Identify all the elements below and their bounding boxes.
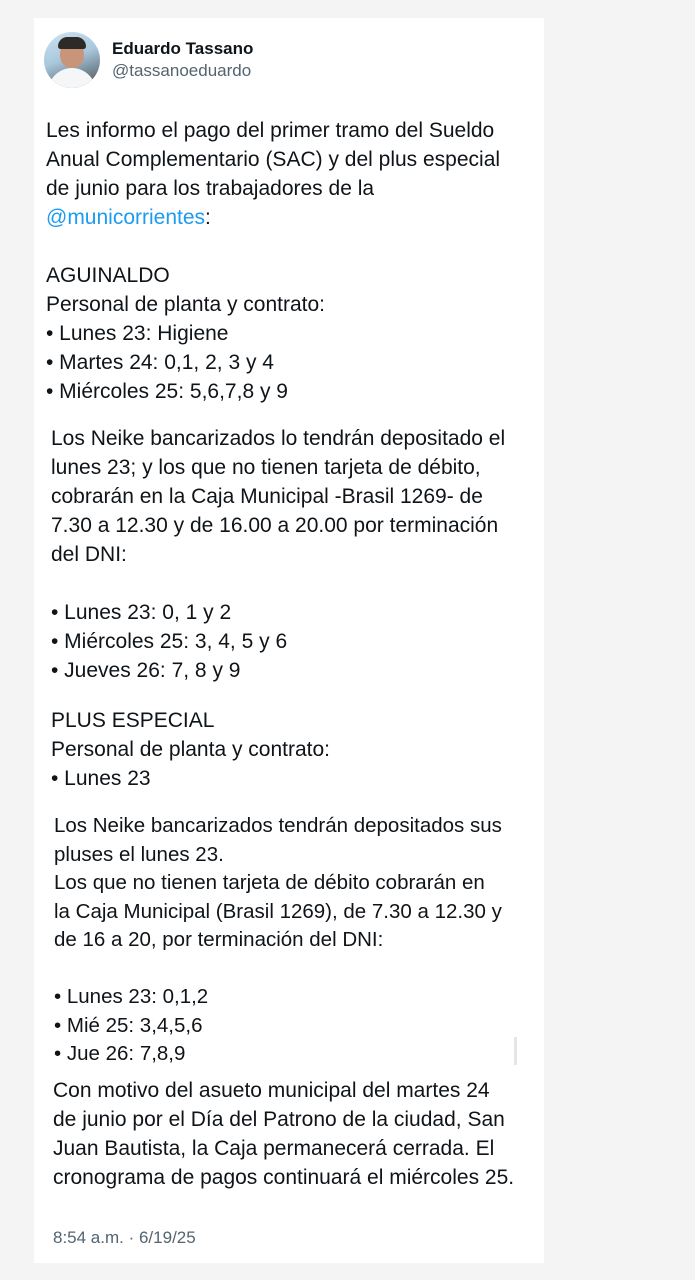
plus-item: • Lunes 23 (51, 767, 151, 790)
neike-plus-block (54, 812, 524, 1069)
spacer (51, 569, 521, 598)
neike-plus-item: • Jue 26: 7,8,9 (54, 1042, 186, 1065)
plus-staff: Personal de planta y contrato: (51, 738, 331, 761)
intro-text: Les informo el pago del primer tramo del Sueldo Anual Complementario (SAC) y del plus especial de junio para los trabajadores de la @municorrientes: (46, 119, 501, 229)
neike-aguinaldo-item: • Lunes 23: 0, 1 y 2 (51, 601, 232, 624)
closing-block (53, 1076, 533, 1192)
aguinaldo-title: AGUINALDO (46, 264, 170, 287)
aguinaldo-item: • Lunes 23: Higiene (46, 322, 229, 345)
neike-aguinaldo-item: • Miércoles 25: 3, 4, 5 y 6 (51, 630, 288, 653)
closing-text: Con motivo del asueto municipal del martes 24 de junio por el Día del Patrono de la ciudad, San Juan Bautista, la Caja permanecerá cerrada. El cronograma de pagos continuará el miércoles 25. (53, 1079, 515, 1189)
author-handle[interactable]: @tassanoeduardo (112, 61, 252, 80)
aguinaldo-item: • Miércoles 25: 5,6,7,8 y 9 (46, 380, 288, 403)
neike-plus-item: • Lunes 23: 0,1,2 (54, 985, 209, 1008)
neike-aguinaldo-item: • Jueves 26: 7, 8 y 9 (51, 659, 241, 682)
spacer (54, 955, 524, 984)
author-names (112, 38, 253, 82)
neike-aguinaldo-block (51, 424, 521, 685)
post-timestamp[interactable]: 8:54 a.m. · 6/19/25 (53, 1228, 196, 1247)
neike-plus-item: • Mié 25: 3,4,5,6 (54, 1013, 203, 1037)
plus-block (51, 706, 521, 793)
aguinaldo-item: • Martes 24: 0,1, 2, 3 y 4 (46, 351, 274, 374)
plus-title: PLUS ESPECIAL (51, 709, 215, 732)
neike-aguinaldo-text: Los Neike bancarizados lo tendrán depositado el lunes 23; y los que no tienen tarjeta de débito, cobrarán en la Caja Municipal -Brasil 1269- de 7.30 a 12.30 y de 16.00 a 20.00 por terminación del DNI: (51, 427, 506, 566)
author-display-name[interactable]: Eduardo Tassano (112, 39, 254, 58)
avatar[interactable] (44, 32, 100, 88)
divider (514, 1037, 517, 1065)
intro-block (46, 116, 526, 406)
neike-plus-text: Los Neike bancarizados tendrán depositados sus pluses el lunes 23. Los que no tienen tarjeta de débito cobrarán en la Caja Municipal (Brasil 1269), de 7.30 a 12.30 y de 16 a 20, por terminación del DNI: (54, 814, 502, 951)
mention-link[interactable]: @municorrientes (46, 206, 206, 229)
post-header (44, 32, 253, 88)
spacer (46, 232, 526, 261)
aguinaldo-staff: Personal de planta y contrato: (46, 293, 326, 316)
